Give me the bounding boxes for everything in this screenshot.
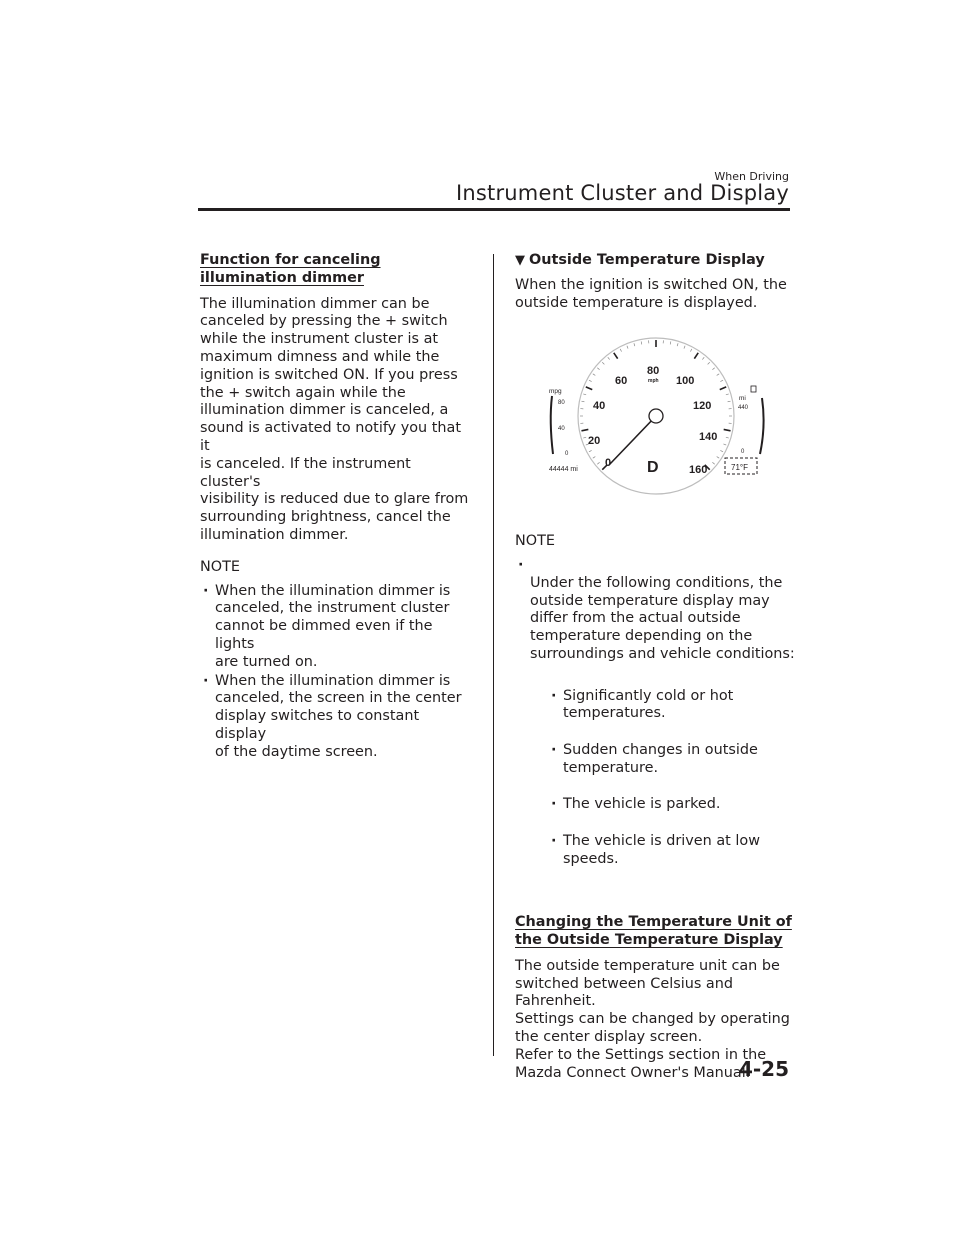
dial-tick: [602, 363, 604, 365]
dial-tick: [720, 387, 726, 390]
instrument-cluster-illustration: [545, 336, 767, 501]
dimmer-cancel-subheading: Function for canceling illumination dimmer: [200, 252, 381, 286]
speed-label-160: 160: [689, 464, 708, 477]
dial-tick: [717, 374, 719, 376]
dial-tick: [724, 430, 731, 431]
mpg-80: 80: [558, 400, 565, 407]
condition-item: · Significantly cold or hot temperatures.: [548, 688, 795, 724]
dial-tick: [589, 451, 592, 452]
temperature-intro: When the ignition is switched ON, the outside temperature is displayed.: [515, 276, 787, 311]
dial-tick: [720, 451, 723, 452]
dial-tick: [620, 349, 621, 352]
fuel-economy-gauge: [549, 388, 569, 457]
dial-tick: [586, 387, 592, 390]
dial-tick: [627, 346, 628, 349]
dial-tick: [581, 430, 588, 431]
speed-label-20: 20: [588, 435, 601, 448]
fuel-pump-icon: [751, 386, 756, 392]
speed-label-0: 0: [605, 457, 612, 470]
speed-label-80: 80: [647, 365, 660, 378]
mpg-0: 0: [565, 451, 569, 458]
dial-tick: [712, 368, 714, 370]
header-rule: [198, 208, 790, 211]
dial-tick: [589, 381, 592, 382]
speed-label-120: 120: [693, 400, 712, 413]
chapter-title: Instrument Cluster and Display: [455, 181, 789, 205]
note-item: · When the illumination dimmer is canceled, the instrument cluster cannot be dimmed even if the lights are turned on.: [200, 583, 470, 672]
dial-tick: [583, 438, 586, 439]
speed-label-100: 100: [676, 375, 695, 388]
dial-tick: [708, 363, 710, 365]
note-list: [200, 583, 470, 762]
left-column: [200, 252, 470, 763]
dial-tick: [593, 457, 595, 459]
column-divider: [493, 254, 494, 1056]
distance-to-empty-gauge: [738, 386, 764, 455]
dial-tick: [728, 402, 731, 403]
dial-tick: [690, 349, 691, 352]
temperature-heading-text: Outside Temperature Display: [529, 252, 765, 268]
dial-tick: [694, 353, 698, 359]
note-label: NOTE: [200, 558, 240, 575]
range-440: 440: [738, 405, 749, 412]
dial-tick: [670, 342, 671, 345]
note-list: [515, 557, 795, 913]
dial-tick: [720, 381, 723, 382]
note-label: NOTE: [515, 533, 555, 550]
speed-label-140: 140: [699, 431, 718, 444]
triangle-marker-icon: ▼: [515, 253, 525, 268]
dimmer-cancel-body: The illumination dimmer can be canceled by pressing the + switch while the instrument cluster is at maximum dimness and while the ignition is switched ON. If you press the + switch again while the illumination dimmer is canceled, a sound is activated to notify you that it is canceled. If the instrument cluster's visibility is reduced due to glare from surrounding brightness, cancel the illumination dimmer.: [200, 295, 469, 543]
dial-tick: [717, 457, 719, 459]
dial-tick: [608, 358, 610, 360]
note-item: · When the illumination dimmer is canceled, the screen in the center display switches to constant display of the daytime screen.: [200, 673, 470, 762]
mpg-40: 40: [558, 426, 565, 433]
dial-tick: [684, 346, 685, 349]
dial-tick: [726, 394, 729, 395]
right-column: [515, 252, 795, 1091]
condition-item: · The vehicle is parked.: [548, 796, 795, 814]
condition-list: [530, 670, 795, 888]
odometer: 44444 mi: [549, 466, 578, 474]
needle: [609, 409, 663, 465]
note-intro: Under the following conditions, the outside temperature display may differ from the actual outside temperature depending on the surroundings and vehicle conditions:: [530, 574, 795, 662]
dial-tick: [583, 394, 586, 395]
outside-temp-readout: 71°F: [731, 463, 748, 473]
condition-item: · Sudden changes in outside temperature.: [548, 742, 795, 778]
gear-indicator: D: [647, 459, 659, 477]
condition-item: · The vehicle is driven at low speeds.: [548, 833, 795, 869]
temperature-section-heading: [515, 252, 795, 270]
note-item: [515, 557, 795, 913]
dial-tick: [634, 344, 635, 347]
temperature-unit-subheading: Changing the Temperature Unit of the Outside Temperature Display: [515, 914, 792, 948]
dial-tick: [726, 438, 729, 439]
range-label: mi: [739, 395, 746, 403]
dial-tick: [702, 358, 704, 360]
dial-tick: [597, 368, 599, 370]
mpg-label: mpg: [549, 388, 562, 396]
temperature-unit-body: The outside temperature unit can be switched between Celsius and Fahrenheit. Settings can be changed by operating the center display screen. Refer to the Settings section in the Mazda Connect Owner's Manual.: [515, 957, 790, 1081]
speed-unit: mph: [648, 378, 659, 385]
dial-tick: [712, 463, 714, 465]
dial-tick: [641, 342, 642, 345]
speed-label-40: 40: [593, 400, 606, 413]
section-label: When Driving: [714, 170, 789, 183]
dial-tick: [597, 463, 599, 465]
page-number: 4-25: [738, 1057, 789, 1081]
dial-tick: [593, 374, 595, 376]
dial-tick: [723, 444, 726, 445]
dial-tick: [614, 353, 618, 359]
speed-label-60: 60: [615, 375, 628, 388]
dial-tick: [677, 344, 678, 347]
dial-tick: [581, 402, 584, 403]
range-0: 0: [741, 449, 745, 456]
